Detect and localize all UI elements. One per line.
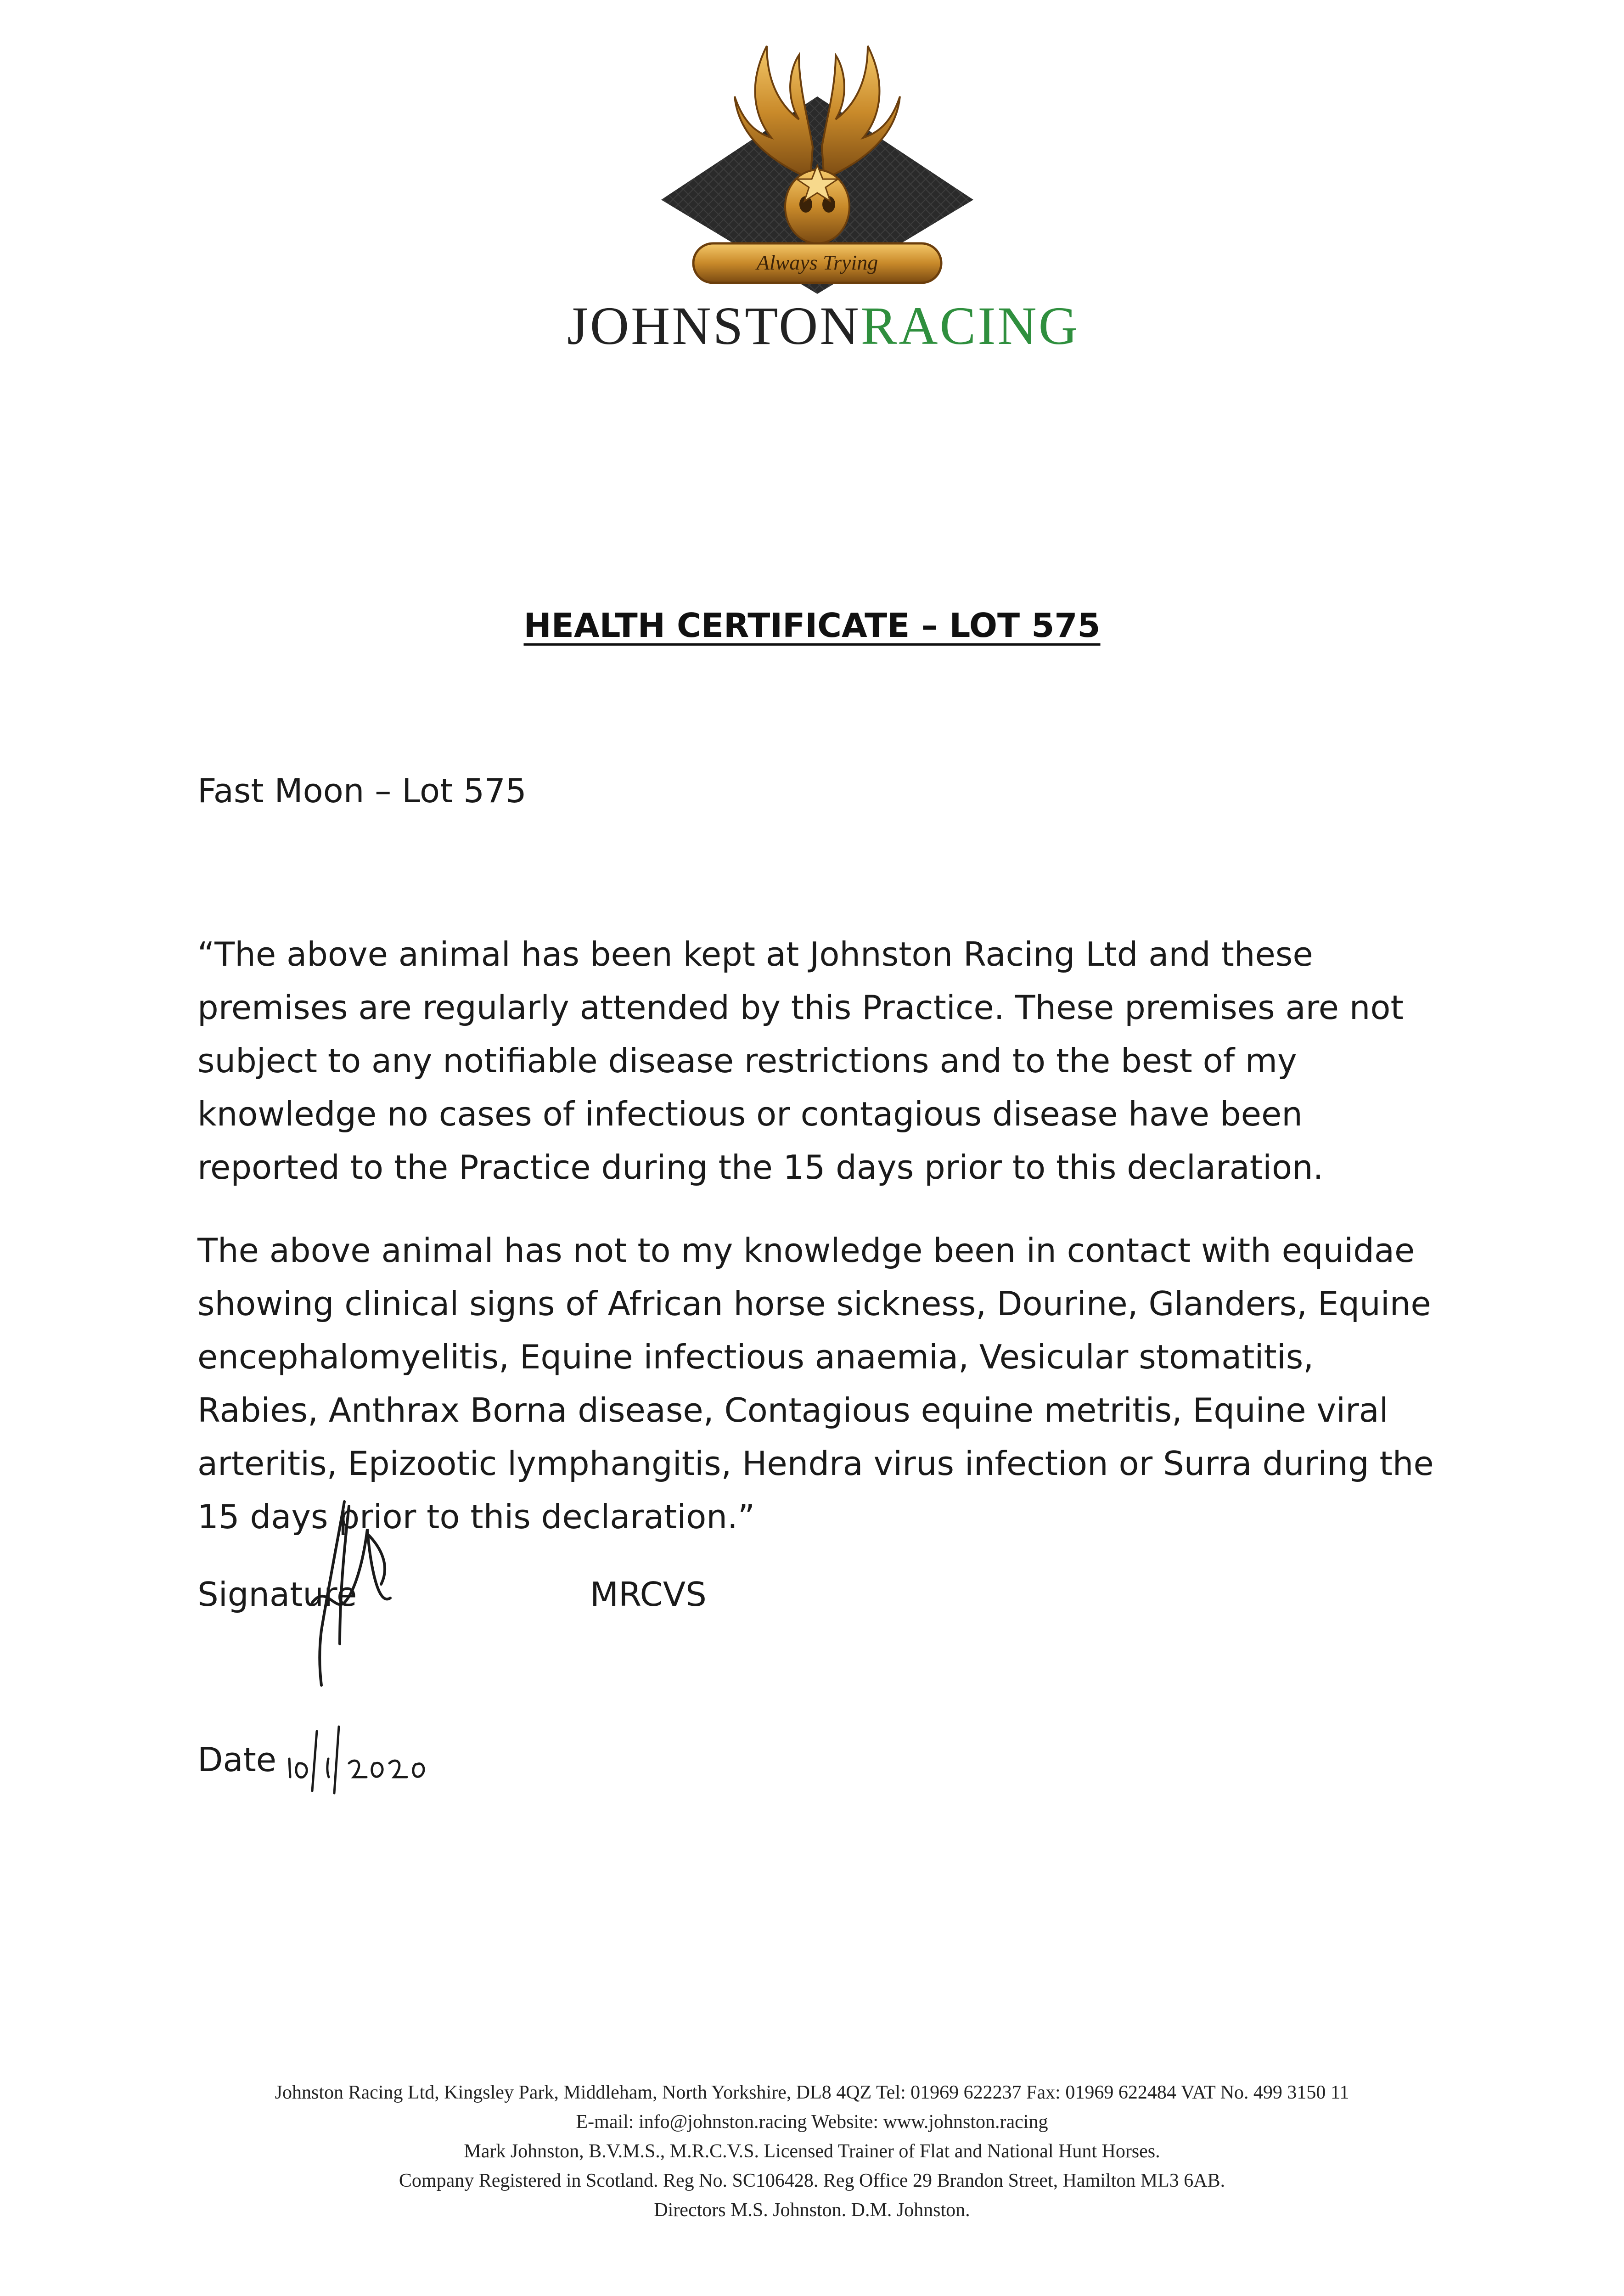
company-footer xyxy=(92,2078,1532,2225)
brand-name-first: JOHNSTON xyxy=(567,296,861,356)
date-label: Date xyxy=(197,1740,277,1779)
footer-directors-line: Directors M.S. Johnston. D.M. Johnston. xyxy=(654,2200,970,2221)
footer-trainer-line: Mark Johnston, B.V.M.S., M.R.C.V.S. Licensed Trainer of Flat and National Hunt Horses. xyxy=(464,2141,1160,2162)
brand-name-second: RACING xyxy=(860,296,1079,356)
handwritten-date xyxy=(285,1713,478,1795)
lot-line: Fast Moon – Lot 575 xyxy=(197,771,527,810)
credential-label: MRCVS xyxy=(590,1575,707,1614)
winged-emblem-icon xyxy=(542,28,1093,294)
footer-registration-line: Company Registered in Scotland. Reg No. SC106428. Reg Office 29 Brandon Street, Hamilton ML3 6AB. xyxy=(399,2170,1225,2191)
handwritten-signature xyxy=(275,1492,450,1731)
footer-address-line: Johnston Racing Ltd, Kingsley Park, Middleham, North Yorkshire, DL8 4QZ Tel: 01969 622237 Fax: 01969 622484 VAT No. 499 3150 11 xyxy=(275,2082,1349,2103)
brand-name xyxy=(567,294,1079,358)
declaration-paragraph-2: The above animal has not to my knowledge been in contact with equidae showing clinical signs of African horse sickness, Dourine, Glanders, Equine encephalomyelitis, Equine infectious anaemia, Vesicular stomatitis, Rabies, Anthrax Borna disease, Contagious equine metritis, Equine viral arteritis, Epizootic lymphangitis, Hendra virus infection or Surra during the 15 days prior to this declaration.” xyxy=(197,1231,1434,1536)
logo-motto: Always Trying xyxy=(756,251,878,274)
footer-contact-line: E-mail: info@johnston.racing Website: www.johnston.racing xyxy=(576,2111,1048,2133)
declaration-paragraph-1: “The above animal has been kept at Johnston Racing Ltd and these premises are regularly attended by this Practice. These premises are not subject to any notifiable disease restrictions and to the best of my knowledge no cases of infectious or contagious disease have been reported to the Practice during the 15 days prior to this declaration. xyxy=(197,935,1404,1187)
signature-label: Signature xyxy=(197,1575,357,1614)
certificate-title: HEALTH CERTIFICATE – LOT 575 xyxy=(523,606,1101,645)
